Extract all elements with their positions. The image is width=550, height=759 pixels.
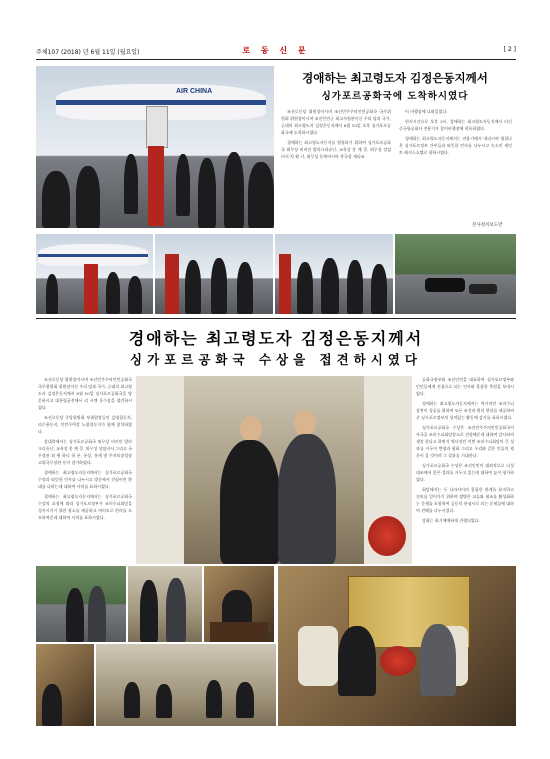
- person: [220, 440, 280, 564]
- article1-paragraph: 경애하는 최고령도자동지를 영접하기 위하여 싱가포르공화국 외무상 비비안 발라크리슈난, 교육상 옹 예 쿵, 외무성 상임비서 치 윙 키, 외무성 동북아시아 총국장 제리조: [281, 140, 391, 159]
- article1-body-col2: [399, 108, 512, 226]
- welcome-photo: [128, 566, 202, 642]
- article2-paragraph: 상대측에서는 싱가포르공화국 외무상 비비안 발라크리슈난, 교육상 옹 예 쿵, 외무성 상임비서 그리고 국무장관 외 윙 하티 하 푼, 통상, 통계 및 투자보장성장 고위국무장관 등이 참가하였다.: [38, 439, 132, 465]
- handshake-photo: [136, 376, 412, 564]
- arrival-photo-main: [36, 66, 274, 228]
- article2-paragraph: 공화국정부와 조선인민을 대표하여 싱가포르정부와 인민들에게 진심으로 되는 인사와 훌륭한 축원을 보내시였다.: [416, 377, 514, 396]
- arrival-photo-3: [155, 234, 273, 314]
- article1-body-col1: [281, 108, 391, 226]
- article2-subheadline: 싱가포르공화국 수상을 접견하시였다: [130, 352, 422, 367]
- article1-headline: 경애하는 최고령도자 김정은동지께서: [302, 71, 488, 85]
- person: [198, 158, 216, 228]
- car: [425, 278, 465, 292]
- armchair: [298, 626, 338, 686]
- masthead-rule: [36, 59, 516, 60]
- delegation-photo-2: [96, 644, 276, 726]
- airline-livery: AIR CHINA: [176, 88, 213, 95]
- article1-paragraph: 경애하는 최고령도자동지께서는 전용기에서 내리시여 영접나온 싱가포르정부 간부들과 따뜻한 인사를 나누시고 숙소인 세인트 레지스호텔로 향하시였다.: [399, 136, 512, 155]
- person: [420, 624, 456, 696]
- desk: [210, 622, 268, 642]
- article2-paragraph: 경애하는 최고령도자동지께서는 력사적인 조미수뇌상봉이 성공를 위하여 모든 조건과 편의 편리를 제공하여준 싱가포르정부의 성의있는 활동에 감사를 표하시였다.: [416, 401, 514, 420]
- article1-paragraph: 현지시간으로 오후 3시, 경애하는 최고령도자동지께서 타신 중국항공회사 전용기가 창이비행장에 착륙하였다.: [399, 119, 512, 131]
- newspaper-name: 로 동 신 문: [242, 45, 310, 55]
- flower-arrangement: [368, 516, 406, 556]
- person: [42, 171, 70, 228]
- flower-arrangement: [380, 646, 416, 676]
- article2-paragraph: 회담에서는 두 나라사이의 훌륭한 관계를 유지하고 진보를 일어가기 위하여 쌍방은 교류와 협조를 활성화하는 문제를 포함하여 공동의 관심사로 되는 문제들에 대하여 견해를 나누시었다.: [416, 487, 514, 513]
- window: [136, 376, 184, 564]
- article2-body-left: [38, 376, 132, 566]
- person: [338, 626, 376, 696]
- guestbook-photo: [204, 566, 274, 642]
- person: [124, 154, 138, 214]
- person: [224, 152, 244, 228]
- delegation-photo-1: [36, 644, 94, 726]
- article1-subheadline: 싱가포르공화국에 도착하시였다: [321, 91, 469, 102]
- talks-photo: [278, 566, 516, 726]
- person: [248, 162, 274, 228]
- article2-paragraph: 싱가포르공화국 수상은 조선인민이 대외적으로 다섯 대조에서 좋은 성과를 거두고 있는데 대하여 높이 평가하였다.: [416, 463, 514, 482]
- article2-paragraph: 조선로동당 위원장이시며 조선민주주의인민공화국 국무위원회 위원장이신 우리 당과 국가, 군대의 최고령도자 김정은동지께서 6월 10일 싱가포르공화국을 방문하시고 대통령궁전에서 리 시엔 룽수상을 접견하시였다.: [38, 377, 132, 410]
- car: [469, 284, 497, 294]
- article2-paragraph: 담화는 화기애애하게 진행되었다.: [422, 518, 480, 523]
- person: [278, 434, 336, 564]
- article2-paragraph: 경애하는 최고령도자동지께서는 싱가포르공화국 수상과 따뜻한 인사를 나누시고 방문에서 진심어린 환대를 다하는데 대하여 사의를 표하시였다.: [38, 470, 132, 489]
- article2-paragraph: 경애하는 최고령도자동지께서는 싱가포르공화국 수상의 초청에 따라 싱가포르정부가 조미수뇌회담을 성사시키기 위한 장소를 제공하고 여러모로 편의를 도모하여준데 대하여 사의를 표하시였다.: [38, 494, 132, 520]
- article2-body-right: [416, 376, 514, 566]
- section-rule: [36, 318, 516, 319]
- person: [76, 166, 100, 228]
- article1-credit: 본사정치보도반: [472, 223, 503, 228]
- motorcade-photo: [395, 234, 516, 314]
- article1-paragraph: 이 비행장에 나와있었다.: [405, 109, 448, 114]
- greeting-photo: [36, 566, 126, 642]
- arrival-photo-2: [36, 234, 153, 314]
- airstairs: [146, 106, 168, 148]
- red-carpet: [148, 146, 164, 226]
- article1-paragraph: 조선로동당 위원장이시며 조선민주주의인민공화국 국무위원회 위원장이시며 조선인민군 최고사령관이신 우리 당과 국가, 군대의 최고령도자 김정은동지께서 6월 10일 오후 싱가포르공화국에 도착하시였다.: [281, 109, 391, 135]
- masthead: [36, 44, 516, 58]
- page-number: [ 2 ]: [503, 46, 516, 53]
- issue-date: 주체107 (2018) 년 6월 11일 (월요일): [36, 49, 140, 56]
- article2-headline: 경애하는 최고령도자 김정은동지께서: [128, 329, 424, 348]
- arrival-photo-4: [275, 234, 393, 314]
- person: [176, 154, 190, 216]
- article2-paragraph: 조선로동당 중앙위원회 부위원장들인 김영철동지, 리수용동지, 인민무력상 노광철동지가 함께 참석하였다.: [38, 415, 132, 434]
- article2-paragraph: 싱가포르공화국 수상은 조선민주주의인민공화국이 자국을 조미수뇌회담장소로 선정해준데 대하여 감사하여 생각 한다고 하면서 역사적인 이번 조미수뇌회담이 큰 성과를 거두어 번영과 평화 그리고 우리와 같은 인류의 행운이 올 것이며 그 결과를 기대한다.: [416, 425, 514, 458]
